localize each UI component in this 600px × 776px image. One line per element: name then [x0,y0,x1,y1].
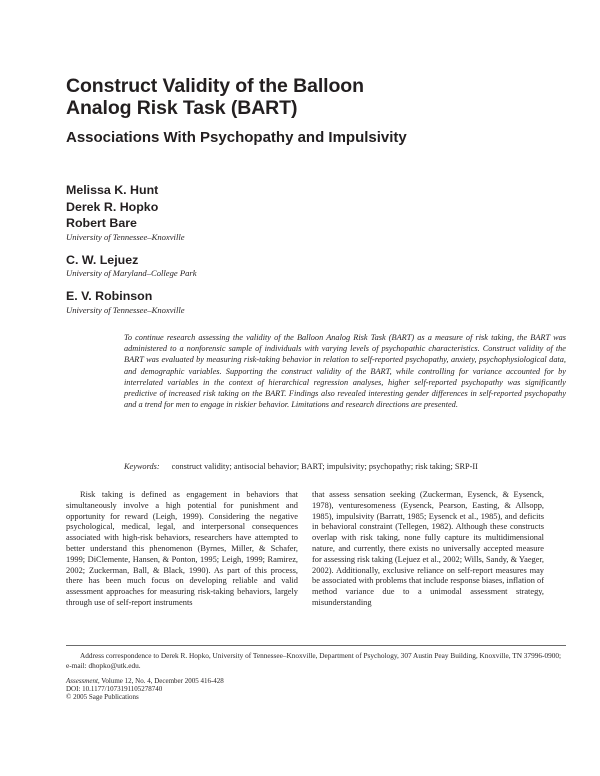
journal-doi: DOI: 10.1177/1073191105278740 [66,685,163,694]
correspondence-footnote: Address correspondence to Derek R. Hopko, University of Tennessee–Knoxville, Department of Psychology, 307 Austin Peay Building, Knoxville, TN 37996-0900; e-mail: dhopko@utk.edu. [66,651,562,670]
journal-copyright: © 2005 Sage Publications [66,693,139,702]
article-subtitle: Associations With Psychopathy and Impulsivity [66,129,407,146]
author-group [66,182,526,243]
abstract: To continue research assessing the validity of the Balloon Analog Risk Task (BART) as a measure of risk taking, the BART was administered to a nonforensic sample of individuals with varying levels of psychopathic characteristics. Construct validity of the BART was evaluated by measuring risk-taking behavior in relation to self-reported psychopathy, anxiety, psychophysiological data, and demographic variables. Supporting the construct validity of the BART, while controlling for variance accounted for by interrelated variables in the context of hierarchical regression analyses, higher self-reported psychopathy was significantly predictive of increased risk taking on the BART. Findings also revealed interesting gender differences in self-reported psychopathy and a trend for men to engage in riskier behavior. Limitations and research directions are presented. [124,333,566,410]
body-column-left: Risk taking is defined as engagement in behaviors that simultaneously involve a high potential for punishment and opportunity for reward (Leigh, 1999). Considering the negative psychological, medical, legal, and interpersonal consequences associated with high-risk behaviors, researchers have attempted to better understand this phenomenon (Byrnes, Miller, & Schafer, 1999; DiClemente, Hansen, & Ponton, 1995; Leigh, 1999; Ramirez, 2002; Zuckerman, Ball, & Black, 1990). As part of this process, there has been much focus on developing reliable and valid assessment approaches for measuring risk-taking behaviors, largely through use of self-report instruments [66,490,298,607]
author-name: C. W. Lejuez [66,252,139,267]
author-group [66,288,526,316]
author-affiliation: University of Maryland–College Park [66,268,197,278]
author-name: E. V. Robinson [66,289,153,303]
journal-volume-line [66,677,366,685]
journal-info [66,677,366,702]
keywords-label: Keywords: [124,462,160,471]
title-line-2: Analog Risk Task (BART) [66,97,298,119]
keywords-text: construct validity; antisocial behavior; BART; impulsivity; psychopathy; risk taking; SRP-II [171,462,478,471]
journal-name: Assessment [66,677,98,685]
keywords-line [124,461,584,472]
author-block [66,182,526,325]
author-affiliation: University of Tennessee–Knoxville [66,304,185,315]
journal-volume: , Volume 12, No. 4, December 2005 416-428 [97,677,224,685]
author-name: Robert Bare [66,216,137,230]
title-line-1: Construct Validity of the Balloon [66,75,364,97]
author-affiliation: University of Tennessee–Knoxville [66,231,185,242]
footnote-divider [66,645,566,646]
body-column-right: that assess sensation seeking (Zuckerman, Eysenck, & Eysenck, 1978), venturesomeness (Eysenck, Pearson, Easting, & Allsopp, 1985), impulsivity (Barratt, 1985; Eysenck et al., 1985), and deficits in behavioral constraint (Tellegen, 1982). Although these constructs overlap with risk taking, none fully capture its multidimensional nature, and currently, there exists no universally accepted measure for assessing risk taking (Lejuez et al., 2002; Wills, Sandy, & Yaeger, 2002). Additionally, exclusive reliance on self-report measures may be associated with problems that include response biases, inflation of method variance due to a unimodal assessment strategy, misunderstanding [312,490,544,607]
author-name: Derek R. Hopko [66,199,159,214]
author-name: Melissa K. Hunt [66,183,159,197]
article-title [66,75,566,119]
author-group [66,252,526,280]
